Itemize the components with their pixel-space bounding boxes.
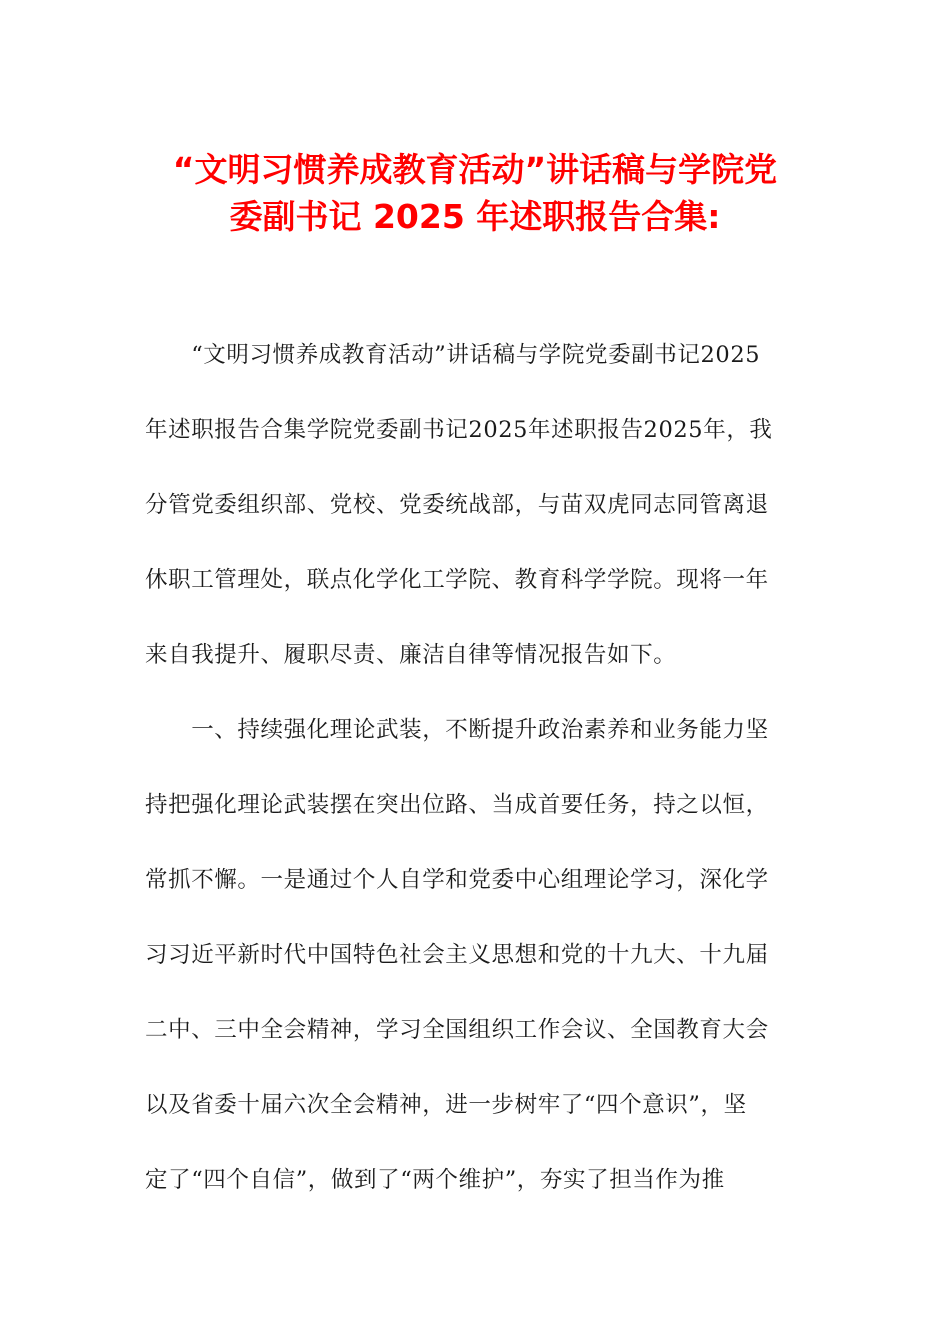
paragraph-line: 持把强化理论武装摆在突出位路、当成首要任务，持之以恒， [145, 792, 769, 818]
document-body [145, 330, 805, 1230]
paragraph-line: 习习近平新时代中国特色社会主义思想和党的十九大、十九届 [145, 942, 769, 968]
paragraph-line: 定了“四个自信”，做到了“两个维护”，夯实了担当作为推 [145, 1167, 725, 1193]
paragraph-line: 以及省委十届六次全会精神，进一步树牢了“四个意识”，坚 [145, 1092, 747, 1118]
paragraph-line: 常抓不懈。一是通过个人自学和党委中心组理论学习，深化学 [145, 867, 769, 893]
document-title [140, 146, 810, 240]
paragraph-line: 一、持续强化理论武装，不断提升政治素养和业务能力坚 [145, 717, 769, 743]
paragraph-line: 分管党委组织部、党校、党委统战部，与苗双虎同志同管离退 [145, 492, 769, 518]
paragraph-line: 二中、三中全会精神，学习全国组织工作会议、全国教育大会 [145, 1017, 769, 1043]
title-line: “文明习惯养成教育活动”讲话稿与学院党 [172, 150, 778, 189]
paragraph-line: 年述职报告合集学院党委副书记2025年述职报告2025年，我 [145, 417, 773, 443]
paragraph-line: “文明习惯养成教育活动”讲话稿与学院党委副书记2025 [145, 342, 761, 368]
paragraph-line: 来自我提升、履职尽责、廉洁自律等情况报告如下。 [145, 642, 677, 668]
paragraph-line: 休职工管理处，联点化学化工学院、教育科学学院。现将一年 [145, 567, 769, 593]
title-line: 委副书记 2025 年述职报告合集: [229, 197, 721, 236]
